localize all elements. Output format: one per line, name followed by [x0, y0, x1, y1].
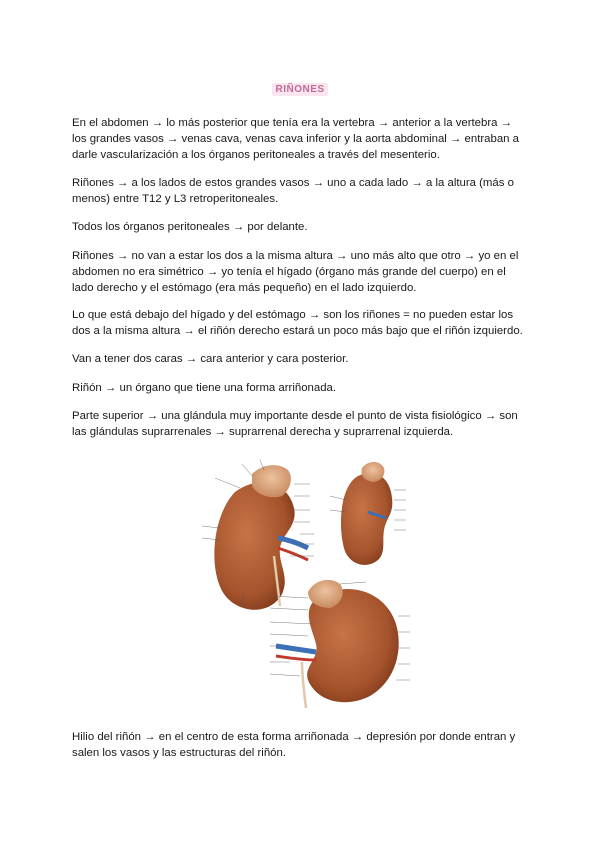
kidney-anterior-view	[202, 460, 314, 610]
paragraph-hilum: Hilio del riñón → en el centro de esta forma arriñonada → depresión por donde entran y salen los vasos y las estructuras del riñón.	[72, 731, 516, 759]
renal-artery-shape	[278, 548, 308, 560]
paragraph-kidney-shape: Riñón → un órgano que tiene una forma arriñonada.	[72, 382, 337, 394]
paragraph-abdomen: En el abdomen → lo más posterior que tenía era la vertebra → anterior a la vertebra → los grandes vasos → venas cava, venas cava inferior y la aorta abdominal → entraban a darle vascularización a los órganos peritoneales a través del mesenterio.	[72, 117, 520, 161]
paragraph-kidney-faces: Van a tener dos caras → cara anterior y cara posterior.	[72, 353, 349, 365]
paragraph-kidney-height: Riñones → no van a estar los dos a la misma altura → uno más alto que otro → yo en el abdomen no era simétrico → yo tenía el hígado (órgano más grande del cuerpo) en el lado derecho y el estómago (era más pequeño) en el lado izquierdo.	[72, 250, 519, 294]
kidney-section-view	[270, 580, 410, 708]
paragraph-peritoneal-organs: Todos los órganos peritoneales → por delante.	[72, 221, 308, 233]
kidney-posterior-view	[330, 462, 406, 565]
paragraph-liver-stomach: Lo que está debajo del hígado y del estómago → son los riñones = no pueden estar los dos a la misma altura → el riñón derecho estará un poco más bajo que el riñón izquierdo.	[72, 309, 523, 337]
paragraph-adrenal-glands: Parte superior → una glándula muy importante desde el punto de vista fisiológico → son las glándulas suprarrenales → suprarrenal derecha y suprarrenal izquierda.	[72, 410, 518, 438]
kidney-illustration	[190, 456, 412, 711]
kidney-anatomy-figure	[190, 456, 412, 711]
page-title: RIÑONES	[0, 84, 600, 95]
renal-vein-shape	[278, 538, 308, 548]
paragraph-kidney-position: Riñones → a los lados de estos grandes vasos → uno a cada lado → a la altura (más o menos) entre T12 y L3 retroperitoneales.	[72, 177, 514, 205]
